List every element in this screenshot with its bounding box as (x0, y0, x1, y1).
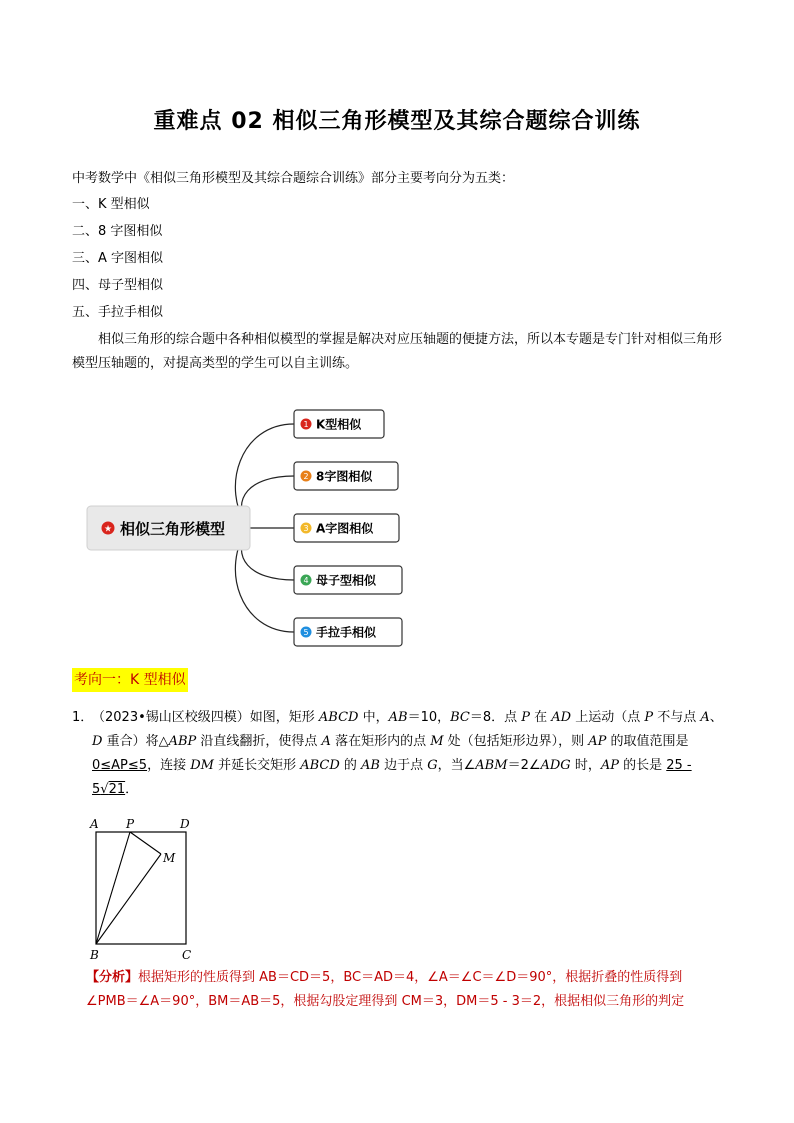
analysis-block (86, 966, 726, 1014)
branch-label: A字图相似 (316, 521, 374, 536)
branch-number: 5 (303, 628, 309, 637)
question-1 (72, 706, 728, 797)
branch-number: 3 (303, 524, 309, 533)
mindmap-branch-5 (294, 618, 402, 646)
section-heading-k-type: 考向一：K 型相似 (72, 668, 188, 692)
intro-paragraph: 相似三角形的综合题中各种相似模型的掌握是解决对应压轴题的便捷方法，所以本专题是专门针对相似三角形模型压轴题的，对提高类型的学生可以自主训练。 (72, 332, 723, 371)
mindmap-diagram (80, 398, 420, 660)
analysis-line-2: ∠PMB＝∠A＝90°，BM＝AB＝5，根据勾股定理得到 CM＝3，DM＝5 - 3＝2，根据相似三角形的判定 (86, 994, 685, 1009)
intro-item-2: 二、8 字图相似 (72, 224, 163, 239)
label-b: B (90, 948, 99, 962)
branch-label: 8字图相似 (316, 469, 373, 484)
branch-label: K型相似 (316, 417, 362, 432)
intro-item-1: 一、K 型相似 (72, 197, 150, 212)
mindmap-branch-2 (294, 462, 398, 490)
label-c: C (182, 948, 192, 962)
page-title: 重难点 02 相似三角形模型及其综合题综合训练 (153, 109, 641, 134)
branch-number: 4 (303, 576, 309, 585)
mindmap-root (87, 506, 250, 550)
svg-text:★: ★ (103, 524, 113, 535)
intro-item-5: 五、手拉手相似 (72, 305, 164, 320)
mindmap-root-label: 相似三角形模型 (120, 520, 226, 538)
branch-number: 2 (303, 472, 309, 481)
branch-label: 手拉手相似 (316, 625, 377, 640)
analysis-tag: 【分析】 (86, 970, 139, 985)
intro-item-3: 三、A 字图相似 (72, 251, 164, 266)
answer-blank-2: 25 - 5√21 (92, 758, 692, 797)
question-body: （2023•锡山区校级四模）如图，矩形 ABCD 中，AB＝10，BC＝8．点 P 在 AD 上运动（点 P 不与点 A、D 重合）将△ABP 沿直线翻折，使得点 A 落在矩形内的点 M 处（包括矩形边界），则 AP 的取值范围是 0≤AP≤5，连接 DM 并延长交矩形 ABCD 的 AB 边于点 G，当∠ABM＝2∠ADG 时，AP 的长是 25 - 5√21． (92, 710, 723, 797)
question-number: 1． (72, 710, 94, 725)
intro-lead: 中考数学中《相似三角形模型及其综合题综合训练》部分主要考向分为五类： (72, 171, 515, 186)
label-p: P (126, 817, 135, 831)
answer-blank-1: 0≤AP≤5 (92, 758, 148, 773)
label-m: M (163, 851, 176, 865)
mindmap-branch-4 (294, 566, 402, 594)
analysis-line-1: 根据矩形的性质得到 AB＝CD＝5，BC＝AD＝4，∠A＝∠C＝∠D＝90°，根据折叠的性质得到 (138, 970, 683, 985)
branch-label: 母子型相似 (316, 573, 377, 588)
label-d: D (180, 817, 190, 831)
label-a: A (90, 817, 99, 831)
intro-item-4: 四、母子型相似 (72, 278, 164, 293)
geometry-figure (86, 814, 206, 964)
branch-number: 1 (303, 420, 309, 429)
mindmap-branch-3 (294, 514, 399, 542)
mindmap-branch-1 (294, 410, 384, 438)
